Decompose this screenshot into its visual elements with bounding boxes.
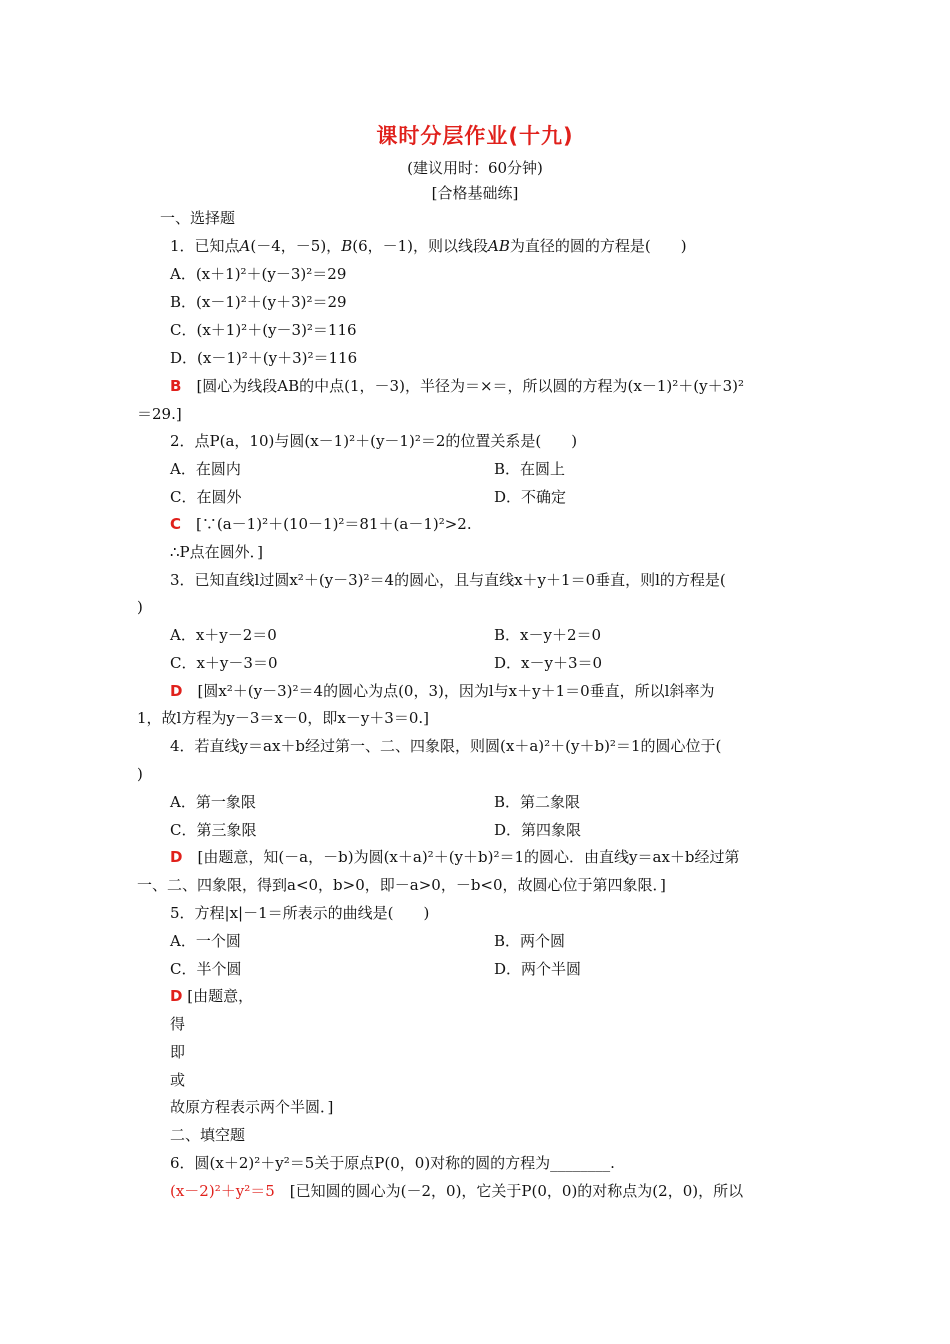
- q5-explanation-step2: 即: [170, 1043, 186, 1061]
- q3-option-c: C．x＋y－3＝0: [170, 654, 278, 672]
- q2-stem: 2．点P(a，10)与圆(x－1)²＋(y－1)²＝2的位置关系是( ): [170, 432, 578, 450]
- level-label: [合格基础练]: [431, 184, 519, 202]
- q5-stem: 5．方程|x|－1＝所表示的曲线是( ): [170, 904, 430, 922]
- q2-answer: C: [170, 515, 182, 533]
- q3-option-b: B．x－y＋2＝0: [494, 626, 602, 644]
- q4-option-d: D．第四象限: [494, 821, 582, 839]
- q5-explanation-step1: 得: [170, 1015, 186, 1033]
- q1-explanation: B [圆心为线段AB的中点(1，－3)，半径为＝×＝，所以圆的方程为(x－1)²＋(y＋3)²: [170, 377, 744, 395]
- section-choice: 一、选择题: [160, 209, 236, 227]
- q3-option-d: D．x－y＋3＝0: [494, 654, 603, 672]
- q5-option-c: C．半个圆: [170, 960, 242, 978]
- q4-answer: D: [170, 848, 183, 866]
- q1-option-a: A．(x＋1)²＋(y－3)²＝29: [170, 265, 347, 283]
- q2-explanation: C [∵(a－1)²＋(10－1)²＝81＋(a－1)²>2.: [170, 515, 472, 533]
- q3-answer: D: [170, 682, 183, 700]
- q6-answer: (x－2)²＋y²＝5: [170, 1182, 275, 1200]
- q1-option-b: B．(x－1)²＋(y＋3)²＝29: [170, 293, 347, 311]
- q5-explanation-step4: 故原方程表示两个半圆．]: [170, 1098, 334, 1116]
- q4-stem-cont: ): [137, 765, 143, 783]
- q4-stem: 4．若直线y＝ax＋b经过第一、二、四象限，则圆(x＋a)²＋(y＋b)²＝1的圆心位于(: [170, 737, 722, 755]
- q5-option-b: B．两个圆: [494, 932, 566, 950]
- q3-explanation: D [圆x²＋(y－3)²＝4的圆心为点(0，3)，因为l与x＋y＋1＝0垂直，所以l斜率为: [170, 682, 715, 700]
- q5-explanation: D [由题意，: [170, 987, 254, 1005]
- q2-option-b: B．在圆上: [494, 460, 566, 478]
- q5-option-a: A．一个圆: [170, 932, 241, 950]
- q5-option-d: D．两个半圆: [494, 960, 582, 978]
- q6-stem: 6．圆(x＋2)²＋y²＝5关于原点P(0，0)对称的圆的方程为________.: [170, 1154, 615, 1172]
- q3-stem-cont: ): [137, 598, 143, 616]
- q5-answer: D: [170, 987, 183, 1005]
- page-title: 课时分层作业(十九): [376, 124, 574, 148]
- q4-explanation: D [由题意，知(－a，－b)为圆(x＋a)²＋(y＋b)²＝1的圆心．由直线y＝ax＋b经过第: [170, 848, 740, 866]
- q1-explanation-cont: ＝29.]: [137, 405, 182, 423]
- q2-option-c: C．在圆外: [170, 488, 242, 506]
- q3-option-a: A．x＋y－2＝0: [170, 626, 277, 644]
- q4-option-a: A．第一象限: [170, 793, 256, 811]
- q1-option-c: C．(x＋1)²＋(y－3)²＝116: [170, 321, 357, 339]
- q2-option-d: D．不确定: [494, 488, 567, 506]
- section-fill: 二、填空题: [170, 1126, 246, 1144]
- q5-explanation-step3: 或: [170, 1071, 186, 1089]
- q1-stem: 1．已知点A(－4，－5)，B(6，－1)，则以线段AB为直径的圆的方程是( ): [170, 237, 687, 255]
- q3-explanation-cont: 1，故l方程为y－3＝x－0，即x－y＋3＝0.]: [137, 709, 430, 727]
- time-suggestion: (建议用时：60分钟): [407, 159, 543, 177]
- q2-option-a: A．在圆内: [170, 460, 241, 478]
- q4-option-c: C．第三象限: [170, 821, 257, 839]
- q4-explanation-cont: 一、二、四象限，得到a<0，b>0，即－a>0，－b<0，故圆心位于第四象限．]: [137, 876, 666, 894]
- q3-stem: 3．已知直线l过圆x²＋(y－3)²＝4的圆心，且与直线x＋y＋1＝0垂直，则l的方程是(: [170, 571, 726, 589]
- q2-explanation-cont: ∴P点在圆外．]: [170, 543, 263, 561]
- q1-option-d: D．(x－1)²＋(y＋3)²＝116: [170, 349, 358, 367]
- q4-option-b: B．第二象限: [494, 793, 581, 811]
- q1-answer: B: [170, 377, 182, 395]
- q6-explanation: (x－2)²＋y²＝5 [已知圆的圆心为(－2，0)，它关于P(0，0)的对称点为(2，0)，所以: [170, 1182, 744, 1200]
